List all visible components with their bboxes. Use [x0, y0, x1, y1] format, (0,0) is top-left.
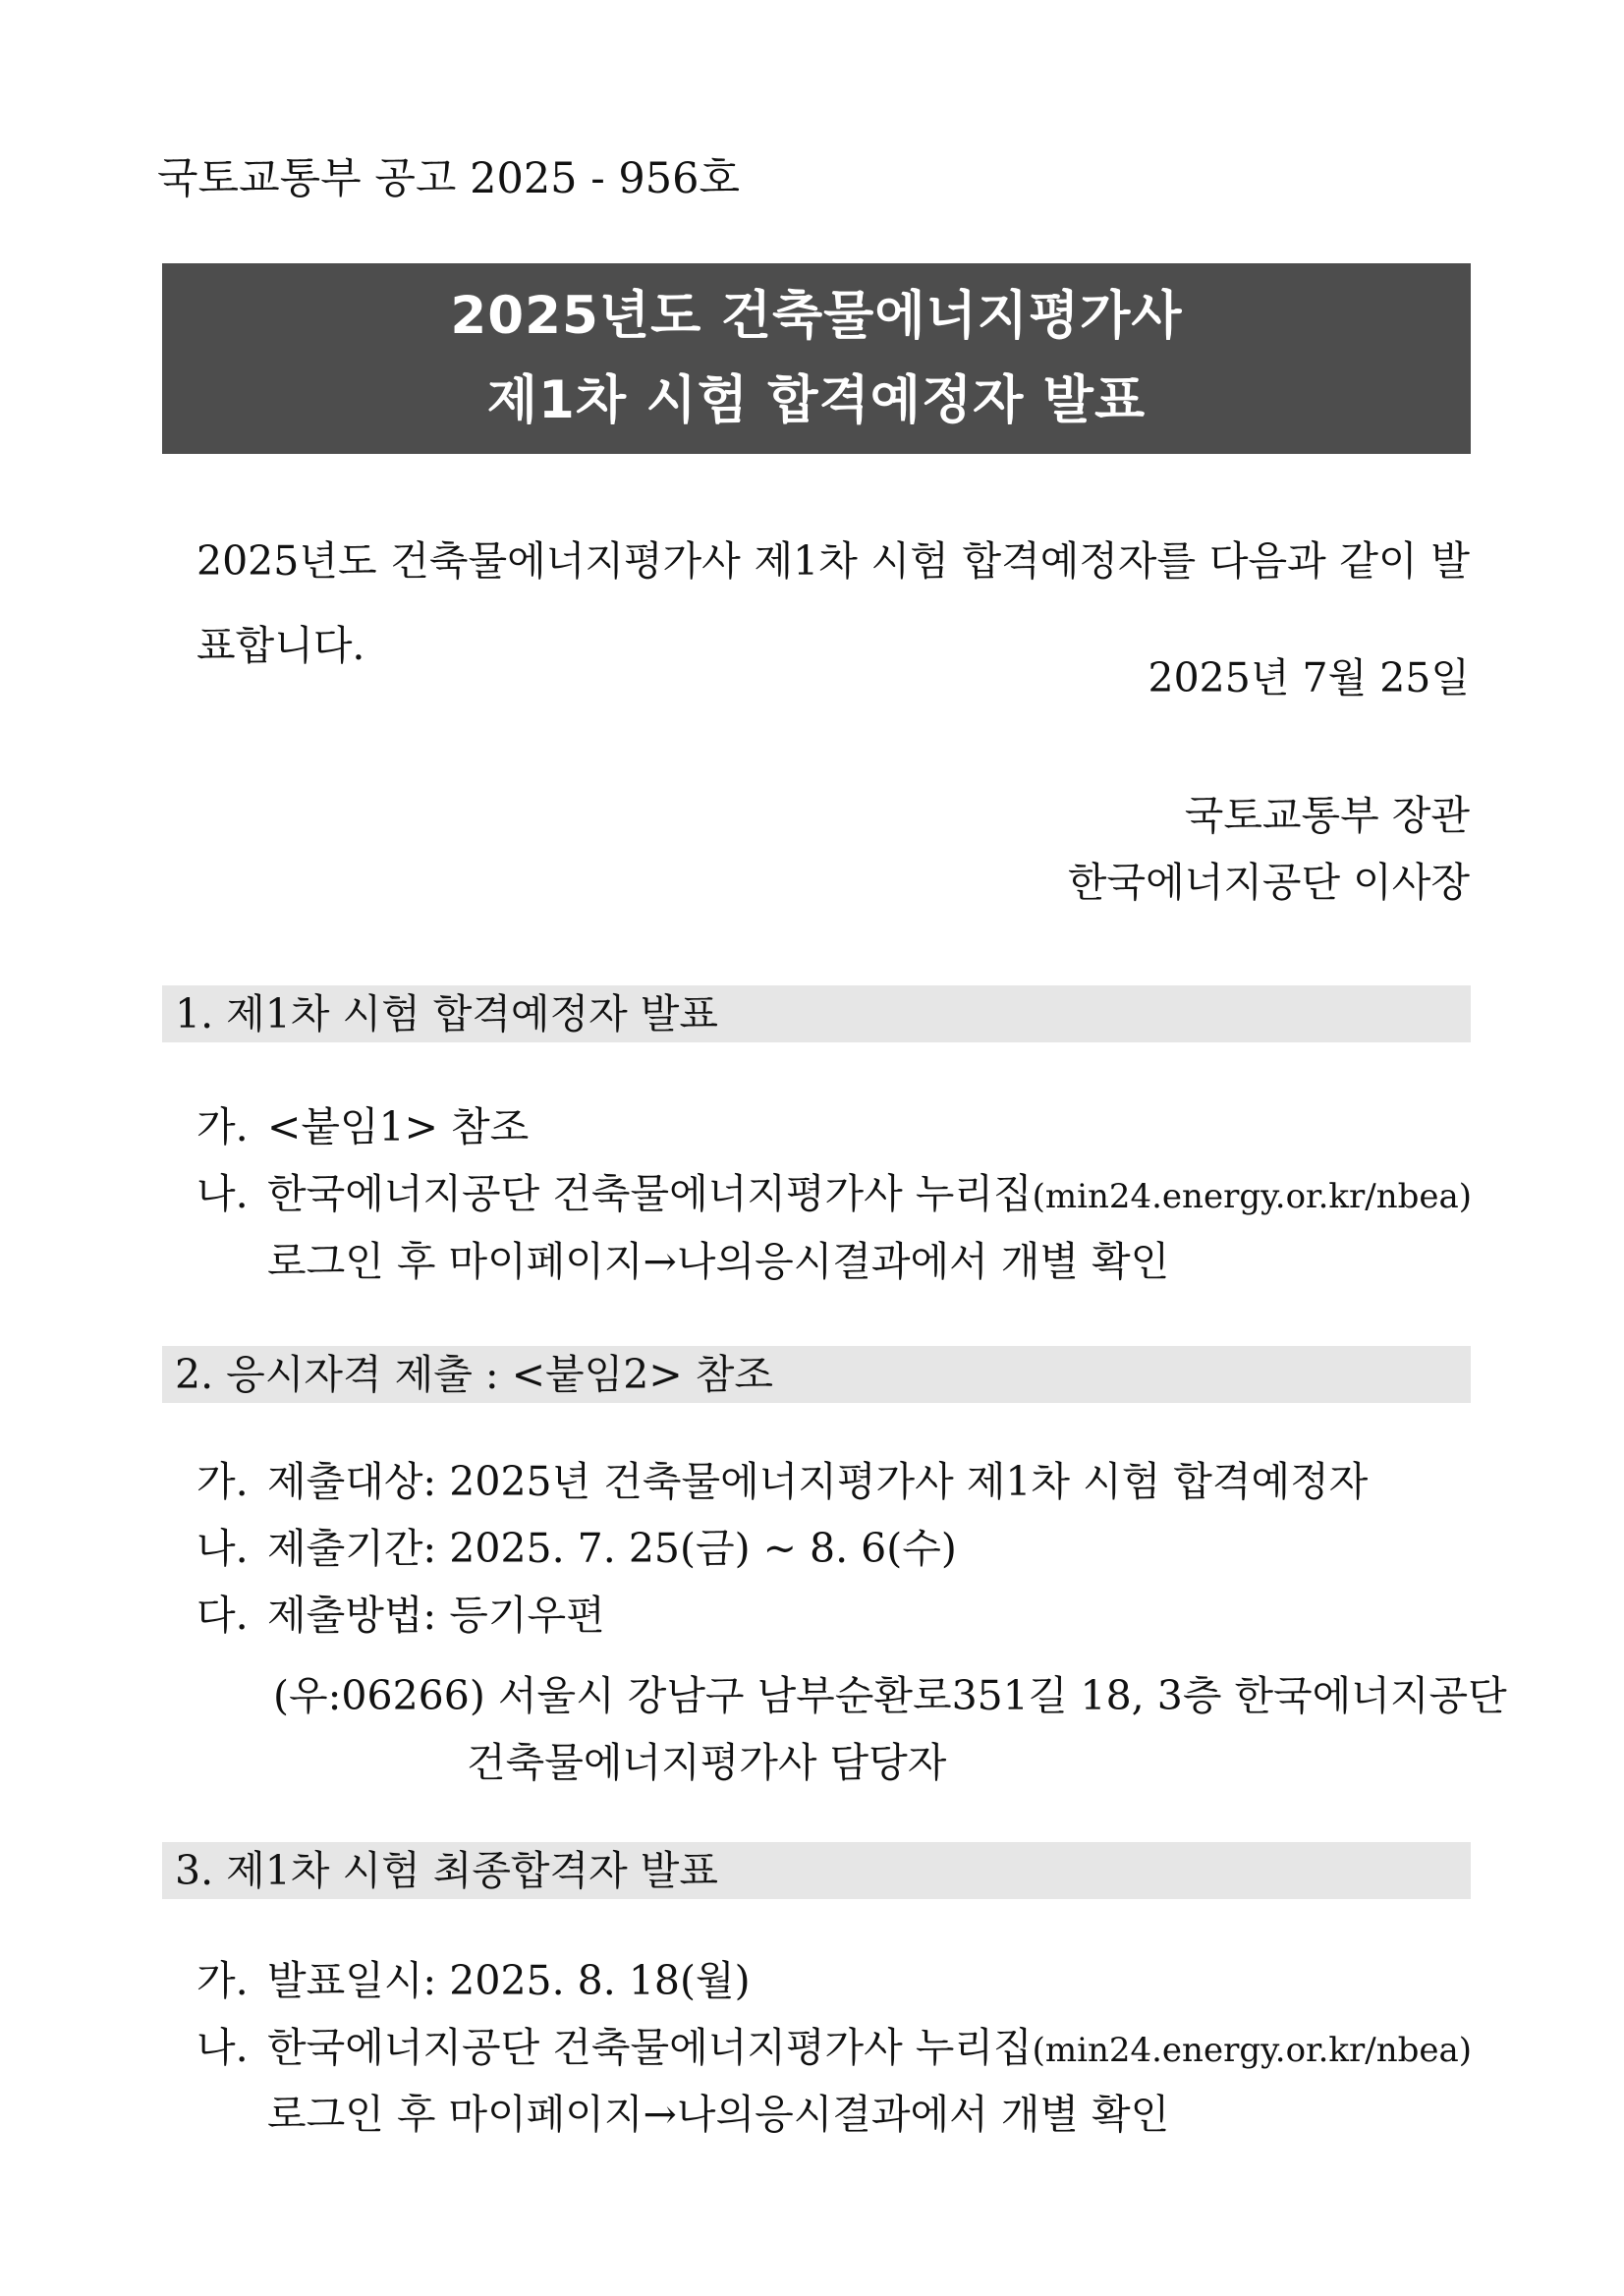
- section-2-heading: 2. 응시자격 제출 : <붙임2> 참조: [175, 1351, 773, 1398]
- signer-minister: 국토교통부 장관: [1184, 792, 1470, 839]
- section-1-heading: 1. 제1차 시험 합격예정자 발표: [175, 990, 718, 1037]
- section-1-item-b: [196, 1164, 1474, 1226]
- section-3-heading: 3. 제1차 시험 최종합격자 발표: [175, 1847, 718, 1894]
- section-3-item-b-continuation: 로그인 후 마이페이지→나의응시결과에서 개별 확인: [267, 2091, 1170, 2138]
- item-text: <붙임1> 참조: [267, 1103, 530, 1150]
- address-line-2: 건축물에너지평가사 담당자: [467, 1739, 947, 1786]
- item-marker: 나.: [196, 1525, 249, 1572]
- section-3-item-a: [196, 1951, 1474, 2010]
- title-line-2: 제1차 시험 합격예정자 발표: [486, 370, 1147, 430]
- item-marker: 나.: [196, 2024, 249, 2071]
- item-marker: 가.: [196, 1458, 249, 1505]
- item-text: 제출방법: 등기우편: [267, 1592, 605, 1639]
- website-link[interactable]: (min24.energy.or.kr/nbea): [1032, 2031, 1473, 2070]
- item-text: 발표일시: 2025. 8. 18(월): [267, 1957, 751, 2004]
- address-line-1: (우:06266) 서울시 강남구 남부순환로351길 18, 3층 한국에너지공단: [273, 1672, 1507, 1719]
- notice-date: 2025년 7월 25일: [1148, 654, 1470, 701]
- section-1-item-b-continuation: 로그인 후 마이페이지→나의응시결과에서 개별 확인: [267, 1238, 1170, 1285]
- section-2-item-c: [196, 1586, 1474, 1645]
- section-2-item-a: [196, 1452, 1474, 1511]
- item-marker: 가.: [196, 1103, 249, 1150]
- section-2-item-b: [196, 1519, 1474, 1578]
- title-line-1: 2025년도 건축물에너지평가사: [450, 286, 1183, 346]
- item-text: 한국에너지공단 건축물에너지평가사 누리집: [267, 1170, 1033, 1217]
- section-3-item-b: [196, 2018, 1474, 2080]
- section-1-item-a: [196, 1097, 1474, 1156]
- item-marker: 다.: [196, 1592, 249, 1639]
- notice-number: 국토교통부 공고 2025 - 956호: [157, 154, 741, 203]
- item-text: 제출대상: 2025년 건축물에너지평가사 제1차 시험 합격예정자: [267, 1458, 1369, 1505]
- title-banner: [162, 263, 1471, 454]
- item-text: 한국에너지공단 건축물에너지평가사 누리집: [267, 2024, 1033, 2071]
- website-link[interactable]: (min24.energy.or.kr/nbea): [1032, 1177, 1473, 1216]
- intro-paragraph: 2025년도 건축물에너지평가사 제1차 시험 합격예정자를 다음과 같이 발표합니다.: [196, 537, 1470, 669]
- item-text: 제출기간: 2025. 7. 25(금) ~ 8. 6(수): [267, 1525, 957, 1572]
- signer-chairman: 한국에너지공단 이사장: [1067, 859, 1470, 906]
- item-marker: 가.: [196, 1957, 249, 2004]
- item-marker: 나.: [196, 1170, 249, 1217]
